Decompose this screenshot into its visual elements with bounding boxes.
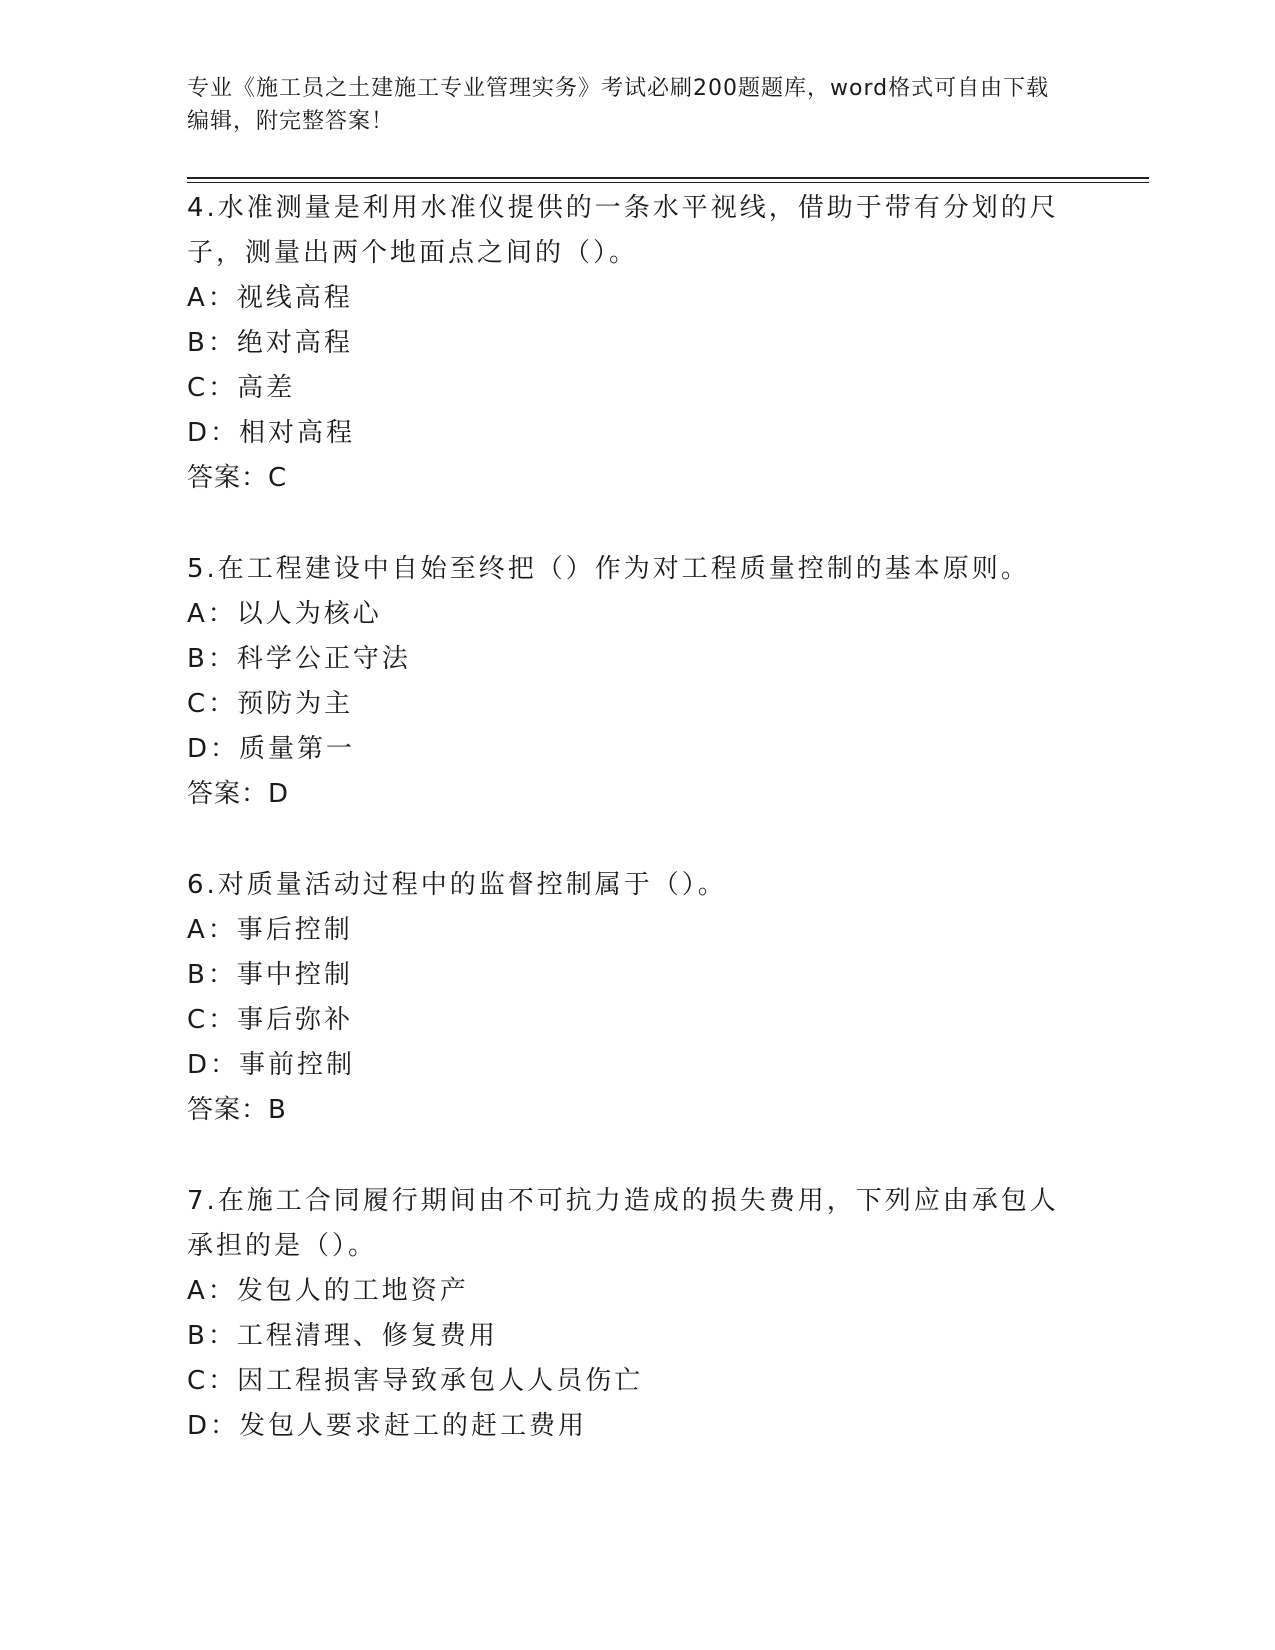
option-c: C：预防为主 <box>187 689 354 719</box>
option-a: A：以人为核心 <box>187 599 382 629</box>
question-7 <box>187 1179 1067 1449</box>
option-d: D：事前控制 <box>187 1050 356 1080</box>
option-b: B：绝对高程 <box>187 328 353 358</box>
question-5 <box>187 547 1067 817</box>
question-list <box>187 186 1067 1495</box>
answer-line: 答案：D <box>187 779 290 809</box>
option-b: B：科学公正守法 <box>187 644 411 674</box>
header-divider-thin <box>187 182 1149 183</box>
option-d: D：质量第一 <box>187 734 356 764</box>
question-stem: 7.在施工合同履行期间由不可抗力造成的损失费用，下列应由承包人承担的是（）。 <box>187 1186 1059 1261</box>
option-c: C：因工程损害导致承包人人员伤亡 <box>187 1366 644 1396</box>
option-b: B：事中控制 <box>187 960 353 990</box>
option-c: C：事后弥补 <box>187 1005 354 1035</box>
question-4 <box>187 186 1067 501</box>
option-d: D：发包人要求赶工的赶工费用 <box>187 1411 588 1441</box>
document-header: 专业《施工员之土建施工专业管理实务》考试必刷200题题库，word格式可自由下载编辑，附完整答案！ <box>187 76 1050 134</box>
option-b: B：工程清理、修复费用 <box>187 1321 498 1351</box>
header-divider-thick <box>187 177 1149 179</box>
option-a: A：发包人的工地资产 <box>187 1276 469 1306</box>
option-a: A：视线高程 <box>187 283 353 313</box>
option-d: D：相对高程 <box>187 418 356 448</box>
question-stem: 5.在工程建设中自始至终把（）作为对工程质量控制的基本原则。 <box>187 554 1030 584</box>
question-6 <box>187 863 1067 1133</box>
question-stem: 4.水准测量是利用水准仪提供的一条水平视线，借助于带有分划的尺子，测量出两个地面点之间的（）。 <box>187 193 1059 268</box>
option-c: C：高差 <box>187 373 296 403</box>
question-stem: 6.对质量活动过程中的监督控制属于（）。 <box>187 870 727 900</box>
option-a: A：事后控制 <box>187 915 353 945</box>
answer-line: 答案：C <box>187 463 288 493</box>
answer-line: 答案：B <box>187 1095 287 1125</box>
